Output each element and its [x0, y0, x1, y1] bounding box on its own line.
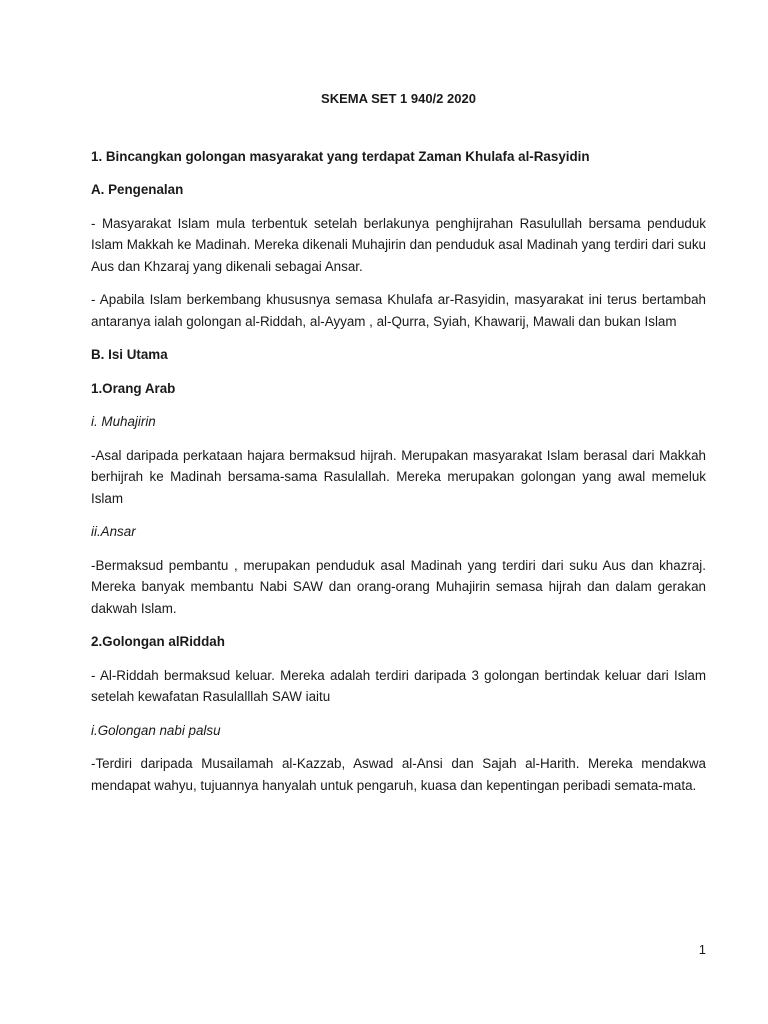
paragraph-ansar: -Bermaksud pembantu , merupakan penduduk asal Madinah yang terdiri dari suku Aus dan khazraj. Mereka banyak membantu Nabi SAW dan orang-orang Muhajirin semasa hijrah dan dalam gerakan dakwah Islam. [91, 557, 706, 616]
paragraph-riddah: - Al-Riddah bermaksud keluar. Mereka adalah terdiri daripada 3 golongan bertindak keluar dari Islam setelah kewafatan Rasulalllah SAW iaitu [91, 667, 706, 704]
subsection-heading-riddah: 2.Golongan alRiddah [91, 634, 225, 649]
section-heading-pengenalan: A. Pengenalan [91, 182, 184, 197]
paragraph-intro-2: - Apabila Islam berkembang khususnya semasa Khulafa ar-Rasyidin, masyarakat ini terus bertambah antaranya ialah golongan al-Riddah, al-Ayyam , al-Qurra, Syiah, Khawarij, Mawali dan bukan Islam [91, 292, 706, 329]
document-body [91, 88, 706, 808]
paragraph-muhajirin: -Asal daripada perkataan hajara bermaksud hijrah. Merupakan masyarakat Islam berasal dari Makkah berhijrah ke Madinah bersama-sama Rasulallah. Mereka merupakan golongan yang awal memeluk Islam [91, 447, 706, 506]
question-heading: 1. Bincangkan golongan masyarakat yang terdapat Zaman Khulafa al-Rasyidin [91, 148, 590, 164]
page-number: 1 [698, 942, 706, 957]
subsection-heading-orang-arab: 1.Orang Arab [91, 380, 176, 396]
document-title: SKEMA SET 1 940/2 2020 [321, 91, 476, 106]
section-heading-isi-utama: B. Isi Utama [91, 347, 168, 362]
subheading-muhajirin: i. Muhajirin [91, 414, 156, 429]
paragraph-intro-1: - Masyarakat Islam mula terbentuk setelah berlakunya penghijrahan Rasulullah bersama penduduk Islam Makkah ke Madinah. Mereka dikenali Muhajirin dan penduduk asal Madinah yang terdiri dari suku Aus dan Khzaraj yang dikenali sebagai Ansar. [91, 215, 706, 274]
paragraph-nabi-palsu: -Terdiri daripada Musailamah al-Kazzab, Aswad al-Ansi dan Sajah al-Harith. Mereka mendakwa mendapat wahyu, tujuannya hanyalah untuk pengaruh, kuasa dan kepentingan peribadi semata-mata. [91, 756, 706, 793]
subheading-ansar: ii.Ansar [91, 524, 136, 539]
subheading-nabi-palsu: i.Golongan nabi palsu [91, 722, 221, 738]
